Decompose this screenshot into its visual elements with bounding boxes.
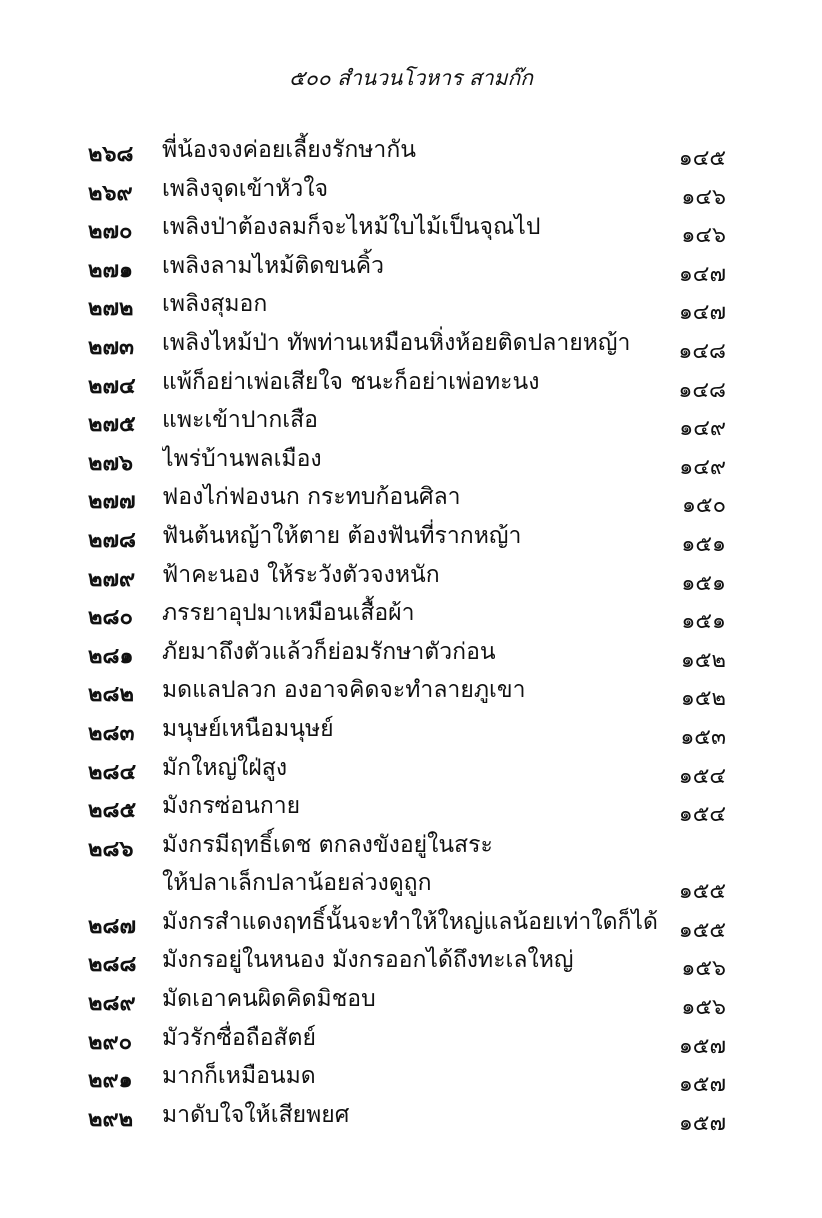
- entry-number: ๒๖๘: [88, 142, 134, 167]
- entry-number: ๒๘๐: [88, 605, 133, 631]
- index-entry: [0, 1020, 822, 1059]
- index-entry: [0, 557, 822, 596]
- entry-page-number: ๑๕๒: [680, 647, 726, 673]
- index-entry: [0, 209, 822, 248]
- index-entry: [0, 672, 822, 711]
- index-entry: [0, 750, 822, 789]
- index-entry: [0, 865, 822, 904]
- entry-page-number: ๑๔๙: [679, 416, 726, 442]
- entry-number: ๒๘๓: [88, 720, 135, 746]
- index-entry: [0, 1097, 822, 1136]
- entry-page-number: ๑๕๗: [678, 1110, 726, 1136]
- page-header: ๕๐๐ สำนวนโวหาร สามก๊ก: [289, 66, 533, 90]
- entry-title: เพลิงลามไหม้ติดขนคิ้ว: [162, 252, 385, 279]
- index-list: [0, 132, 822, 1135]
- entry-number: ๒๙๐: [88, 1029, 133, 1055]
- entry-title: ฟ้าคะนอง ให้ระวังตัวจงหนัก: [162, 561, 440, 588]
- entry-title: เพลิงจุดเข้าหัวใจ: [162, 175, 329, 202]
- entry-page-number: ๑๕๕: [678, 879, 726, 905]
- entry-title: แพ้ก็อย่าเพ่อเสียใจ ชนะก็อย่าเพ่อทะนง: [162, 368, 540, 395]
- entry-title: มัวรักซื่อถือสัตย์: [162, 1024, 316, 1051]
- entry-number: ๒๘๒: [88, 682, 134, 708]
- entry-number: ๒๗๒: [88, 296, 134, 322]
- entry-title: มดแลปลวก องอาจคิดจะทำลายภูเขา: [162, 677, 526, 704]
- entry-title: พี่น้องจงค่อยเลี้ยงรักษากัน: [162, 137, 416, 163]
- entry-title: มักใหญ่ใฝ่สูง: [162, 754, 288, 781]
- index-entry: [0, 711, 822, 750]
- entry-page-number: ๑๕๔: [678, 763, 726, 789]
- entry-page-number: ๑๕๑: [681, 570, 726, 596]
- entry-page-number: ๑๕๓: [680, 724, 726, 750]
- entry-number: ๒๙๒: [88, 1106, 134, 1132]
- index-entry: [0, 441, 822, 480]
- entry-page-number: ๑๕๖: [681, 956, 726, 982]
- entry-page-number: ๑๔๖: [681, 184, 726, 210]
- entry-title: มนุษย์เหนือมนุษย์: [162, 715, 334, 742]
- entry-number: ๒๗๑: [88, 257, 134, 283]
- entry-page-number: ๑๕๔: [678, 802, 726, 828]
- entry-number: ๒๗๐: [88, 219, 133, 245]
- entry-page-number: ๑๔๙: [679, 454, 726, 480]
- index-entry: [0, 402, 822, 441]
- entry-number: ๒๖๙: [88, 180, 133, 206]
- entry-page-number: ๑๔๗: [678, 261, 726, 287]
- entry-title: มังกรมีฤทธิ์เดช ตกลงขังอยู่ในสระ: [162, 831, 493, 858]
- entry-page-number: ๑๔๕: [678, 146, 726, 171]
- index-entry: [0, 132, 822, 171]
- entry-page-number: ๑๕๖: [681, 995, 726, 1021]
- entry-number: ๒๗๓: [88, 334, 135, 360]
- entry-title: มังกรสำแดงฤทธิ์นั้นจะทำให้ใหญ่แลน้อยเท่าใดก็ได้: [162, 908, 658, 935]
- entry-title: ฟันต้นหญ้าให้ตาย ต้องฟันที่รากหญ้า: [162, 522, 522, 549]
- index-entry: [0, 518, 822, 557]
- index-entry: [0, 904, 822, 943]
- index-entry: [0, 942, 822, 981]
- entry-number: ๒๘๖: [88, 836, 134, 862]
- entry-title: เพลิงป่าต้องลมก็จะไหม้ใบไม้เป็นจุณไป: [162, 214, 541, 241]
- entry-number: ๒๗๘: [88, 527, 137, 553]
- entry-title: ให้ปลาเล็กปลาน้อยล่วงดูถูก: [162, 870, 432, 897]
- entry-page-number: ๑๕๗: [678, 1033, 726, 1059]
- entry-title: ไพร่บ้านพลเมือง: [162, 445, 322, 472]
- entry-number: ๒๗๙: [88, 566, 136, 592]
- entry-number: ๒๘๙: [88, 991, 136, 1017]
- entry-title: ฟองไก่ฟองนก กระทบก้อนศิลา: [162, 484, 461, 511]
- entry-page-number: ๑๕๗: [678, 1072, 726, 1098]
- entry-page-number: ๑๕๕: [678, 917, 726, 943]
- entry-title: มัดเอาคนผิดคิดมิชอบ: [162, 986, 376, 1013]
- entry-page-number: ๑๔๘: [678, 377, 726, 403]
- entry-number: ๒๘๗: [88, 913, 137, 939]
- index-entry: [0, 325, 822, 364]
- entry-number: ๒๘๔: [88, 759, 137, 785]
- entry-number: ๒๗๗: [88, 489, 136, 515]
- entry-page-number: ๑๕๒: [680, 686, 726, 712]
- index-entry: [0, 248, 822, 287]
- entry-title: มาดับใจให้เสียพยศ: [162, 1101, 350, 1128]
- index-entry: [0, 981, 822, 1020]
- entry-number: ๒๗๔: [88, 373, 136, 399]
- index-entry: [0, 479, 822, 518]
- entry-page-number: ๑๕๑: [681, 531, 726, 557]
- entry-number: ๒๘๑: [88, 643, 134, 669]
- entry-number: ๒๘๘: [88, 952, 137, 978]
- entry-title: มังกรซ่อนกาย: [162, 793, 301, 820]
- entry-page-number: ๑๕๐: [681, 493, 726, 519]
- index-entry: [0, 364, 822, 403]
- entry-title: ภัยมาถึงตัวแล้วก็ย่อมรักษาตัวก่อน: [162, 638, 496, 665]
- entry-title: มังกรอยู่ในหนอง มังกรออกได้ถึงทะเลใหญ่: [162, 947, 574, 974]
- index-entry: [0, 634, 822, 673]
- entry-page-number: ๑๔๖: [681, 223, 726, 249]
- entry-number: ๒๗๖: [88, 450, 134, 476]
- entry-page-number: ๑๔๘: [678, 338, 726, 364]
- entry-page-number: ๑๔๗: [678, 300, 726, 326]
- index-entry: [0, 286, 822, 325]
- entry-title: เพลิงสุมอก: [162, 291, 268, 318]
- entry-title: แพะเข้าปากเสือ: [162, 407, 318, 434]
- entry-number: ๒๙๑: [88, 1068, 133, 1094]
- index-entry: [0, 788, 822, 827]
- entry-title: เพลิงไหม้ป่า ทัพท่านเหมือนหิ่งห้อยติดปลายหญ้า: [162, 329, 631, 356]
- index-entry: [0, 1058, 822, 1097]
- index-entry: [0, 595, 822, 634]
- entry-page-number: ๑๕๑: [681, 609, 726, 635]
- entry-title: ภรรยาอุปมาเหมือนเสื้อผ้า: [162, 600, 415, 627]
- entry-title: มากก็เหมือนมด: [162, 1063, 316, 1090]
- index-entry: [0, 171, 822, 210]
- index-entry: [0, 827, 822, 866]
- entry-number: ๒๘๕: [88, 798, 137, 824]
- entry-number: ๒๗๕: [88, 412, 136, 438]
